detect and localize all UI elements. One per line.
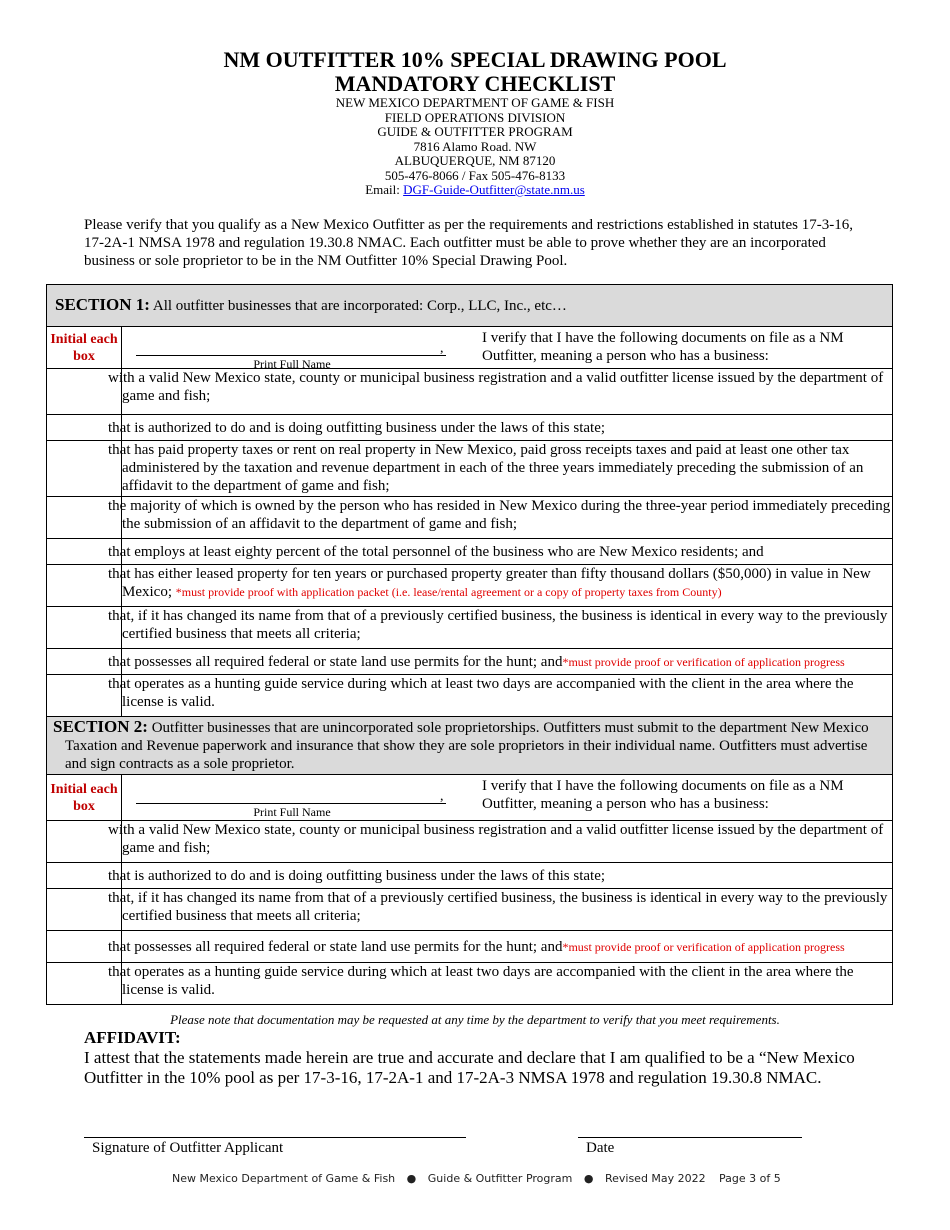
page-number: Page 3 of 5 [719, 1172, 781, 1185]
verify-statement: I verify that I have the following documents on file as a NM Outfitter, meaning a person who has a business: [482, 330, 844, 364]
requirement-text-cell [108, 889, 893, 931]
print-name-cell [122, 327, 893, 369]
program-name: GUIDE & OUTFITTER PROGRAM [377, 124, 573, 139]
footer-bullet-icon: ● [583, 1172, 594, 1185]
city-address: ALBUQUERQUE, NM 87120 [394, 153, 556, 168]
requirement-text-cell [108, 607, 893, 649]
footer-revised: Revised May 2022 [604, 1172, 706, 1185]
checklist-row [47, 675, 893, 717]
proof-required-note: *must provide proof or verification of application progress [562, 654, 845, 669]
print-name-row [47, 775, 893, 821]
affidavit-text: I attest that the statements made herein are true and accurate and declare that I am qualified to be a “New Mexico Outfitter in the 10% pool as per 17-3-16, 17-2A-1 and 17-2A-3 NMSA 1978 and regulation 19.30.8 NMAC. [84, 1048, 855, 1087]
section-1-header-row [47, 285, 893, 327]
requirement-text: that possesses all required federal or state land use permits for the hunt; and [108, 938, 563, 955]
requirement-text: that, if it has changed its name from that of a previously certified business, the business is identical in every way to the previously certified business that meets all criteria; [108, 608, 888, 642]
proof-required-note: *must provide proof or verification of application progress [562, 939, 845, 954]
requirement-text-cell [108, 415, 893, 441]
requirement-text: with a valid New Mexico state, county or municipal business registration and a valid outfitter license issued by the department of game and fish; [108, 370, 884, 404]
checklist-row [47, 889, 893, 931]
document-title-line2: MANDATORY CHECKLIST [334, 71, 616, 96]
requirement-text-cell [108, 963, 893, 1005]
section-1-text: All outfitter businesses that are incorporated: Corp., LLC, Inc., etc… [149, 298, 567, 314]
section-1-header [47, 285, 893, 327]
print-full-name-label: Print Full Name [253, 357, 331, 371]
requirement-text-cell [108, 649, 893, 675]
requirement-text: that is authorized to do and is doing outfitting business under the laws of this state; [108, 419, 606, 436]
requirement-text: that operates as a hunting guide service during which at least two days are accompanied with the client in the area where the license is valid. [108, 676, 854, 710]
email-line [0, 183, 950, 198]
checklist-row [47, 497, 893, 539]
signature-label: Signature of Outfitter Applicant [92, 1140, 284, 1156]
affidavit-heading: AFFIDAVIT: [84, 1028, 181, 1047]
checklist-table [46, 284, 893, 1005]
initial-each-box-header: Initial each box [47, 327, 122, 369]
signature-line[interactable] [84, 1137, 466, 1138]
print-full-name-label: Print Full Name [253, 805, 331, 819]
checklist-row [47, 565, 893, 607]
proof-required-note: *must provide proof with application packet (i.e. lease/rental agreement or a copy of property taxes from County) [175, 585, 722, 599]
requirement-text: that has either leased property for ten years or purchased property greater than fifty thousand dollars ($50,000) in value in New Mexico; [108, 566, 871, 600]
intro-paragraph: Please verify that you qualify as a New Mexico Outfitter as per the requirements and restrictions established in statutes 17-3-16, 17-2A-1 NMSA 1978 and regulation 19.30.8 NMAC. Each outfitter must be able to prove whether they are an incorporated business or sole proprietor to be in the NM Outfitter 10% Special Drawing Pool. [84, 217, 853, 269]
requirement-text-cell [108, 441, 893, 497]
checklist-row [47, 539, 893, 565]
footer [172, 1172, 714, 1185]
section-2-header [47, 717, 893, 775]
documentation-note: Please note that documentation may be requested at any time by the department to verify that you meet requirements. [170, 1012, 780, 1027]
print-name-row [47, 327, 893, 369]
verify-statement: I verify that I have the following documents on file as a NM Outfitter, meaning a person who has a business: [482, 778, 844, 812]
print-name-comma: , [440, 341, 444, 356]
checklist-row [47, 649, 893, 675]
print-full-name-line[interactable] [136, 803, 446, 804]
checklist-row [47, 963, 893, 1005]
requirement-text: that possesses all required federal or state land use permits for the hunt; and [108, 653, 563, 670]
division-name: FIELD OPERATIONS DIVISION [384, 109, 566, 125]
print-full-name-line[interactable] [136, 355, 446, 356]
checklist-row [47, 821, 893, 863]
document-header [0, 48, 950, 198]
requirement-text-cell [108, 675, 893, 717]
requirement-text-cell [108, 565, 893, 607]
section-2-label: SECTION 2: [53, 717, 148, 736]
date-label: Date [586, 1140, 615, 1156]
footer-dept: New Mexico Department of Game & Fish [172, 1172, 396, 1185]
section-2-header-row [47, 717, 893, 775]
initial-each-box-header: Initial each box [47, 775, 122, 821]
section-1-label: SECTION 1: [55, 295, 150, 314]
requirement-text-cell [108, 821, 893, 863]
document-title-line1: NM OUTFITTER 10% SPECIAL DRAWING POOL [223, 47, 727, 72]
footer-bullet-icon: ● [406, 1172, 417, 1185]
department-name: NEW MEXICO DEPARTMENT OF GAME & FISH [335, 95, 615, 110]
requirement-text-cell [108, 539, 893, 565]
requirement-text: with a valid New Mexico state, county or municipal business registration and a valid outfitter license issued by the department of game and fish; [108, 822, 884, 856]
requirement-text-cell [108, 369, 893, 415]
email-label: Email: [365, 182, 404, 197]
date-line[interactable] [578, 1137, 802, 1138]
footer-program: Guide & Outfitter Program [427, 1172, 573, 1185]
phone-fax: 505-476-8066 / Fax 505-476-8133 [384, 167, 566, 183]
requirement-text-cell [108, 497, 893, 539]
requirement-text: the majority of which is owned by the person who has resided in New Mexico during the three-year period immediately preceding the submission of an affidavit to the department of game and fish; [108, 498, 891, 532]
checklist-row [47, 415, 893, 441]
checklist-row [47, 369, 893, 415]
requirement-text: that employs at least eighty percent of the total personnel of the business who are New Mexico residents; and [108, 543, 764, 560]
requirement-text-cell [108, 931, 893, 963]
checklist-row [47, 441, 893, 497]
section-2-text: Outfitter businesses that are unincorporated sole proprietorships. Outfitters must submit to the department New Mexico Taxation and Revenue paperwork and insurance that show they are sole proprietors in their individual name. Outfitters must advertise and sign contracts as a sole proprietor. [65, 720, 869, 772]
checklist-row [47, 931, 893, 963]
requirement-text: that operates as a hunting guide service during which at least two days are accompanied with the client in the area where the license is valid. [108, 964, 854, 998]
print-name-cell [122, 775, 893, 821]
print-name-comma: , [440, 789, 444, 804]
street-address: 7816 Alamo Road. NW [413, 138, 537, 154]
requirement-text-cell [108, 863, 893, 889]
requirement-text: that, if it has changed its name from that of a previously certified business, the business is identical in every way to the previously certified business that meets all criteria; [108, 890, 888, 924]
email-link[interactable]: DGF-Guide-Outfitter@state.nm.us [403, 182, 585, 197]
requirement-text: that is authorized to do and is doing outfitting business under the laws of this state; [108, 867, 606, 884]
requirement-text: that has paid property taxes or rent on real property in New Mexico, paid gross receipts taxes and paid at least one other tax administered by the taxation and revenue department in each of the three years immediately preceding the submission of an affidavit to the department of game and fish; [108, 442, 864, 494]
checklist-row [47, 607, 893, 649]
checklist-row [47, 863, 893, 889]
